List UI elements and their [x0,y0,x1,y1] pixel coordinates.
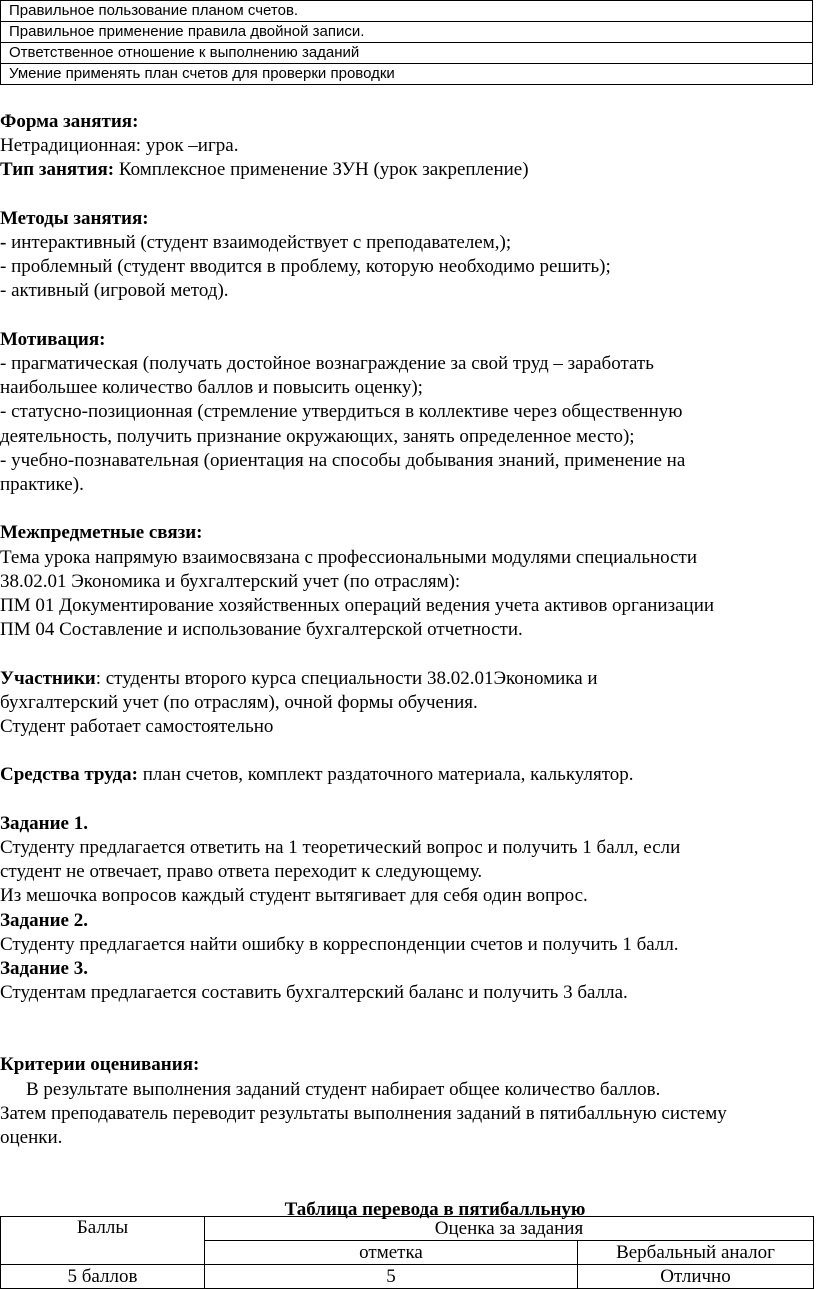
text-line: студент не отвечает, право ответа переходит к следующему. [0,861,483,883]
text-line: практике). [0,474,84,496]
text-line: Студенту предлагается ответить на 1 теоретический вопрос и получить 1 балл, если [0,837,681,858]
list-item: - активный (игровой метод). [0,280,229,302]
type-line [0,158,812,182]
text-line: Студент работает самостоятельно [0,716,274,738]
text-line: Затем преподаватель переводит результаты выполнения заданий в пятибалльную систему [0,1102,727,1124]
text-line: - прагматическая (получать достойное вознаграждение за свой труд – заработать [0,353,654,374]
cell-verbal: Отлично [578,1265,814,1289]
header-points: Баллы [1,1217,205,1265]
skills-table [0,0,813,85]
methods-heading: Методы занятия: [0,207,149,229]
type-label: Тип занятия: [0,159,115,181]
table-row [1,64,813,85]
form-heading: Форма занятия: [0,111,139,132]
text-line: Из мешочка вопросов каждый студент вытягивает для себя один вопрос. [0,885,588,907]
text-line: 38.02.01 Экономика и бухгалтерский учет (по отраслям): [0,570,461,592]
table-row [1,22,813,43]
participants-line: Участники: студенты второго курса специальности 38.02.01Экономика и [0,667,598,689]
text-line: наибольшее количество баллов и повысить оценку); [0,377,423,399]
motivation-heading: Мотивация: [0,328,106,350]
text-line: деятельность, получить признание окружающих, занять определенное место); [0,425,635,447]
skills-cell: Ответственное отношение к выполнению заданий [1,43,813,64]
tools-line: Средства труда: план счетов, комплект раздаточного материала, калькулятор. [0,764,634,786]
list-item: - проблемный (студент вводится в проблему, которую необходимо решить); [0,256,611,278]
text-line: оценки. [0,1127,63,1149]
list-item: - интерактивный (студент взаимодействует с преподавателем,); [0,232,512,253]
cell-mark: 5 [205,1265,578,1289]
text-line: ПМ 01 Документирование хозяйственных операций ведения учета активов организации [0,595,715,617]
task2-heading: Задание 2. [0,909,88,931]
table-row [1,1,813,22]
text-line: Студенту предлагается найти ошибку в корреспонденции счетов и получить 1 балл. [0,933,679,955]
header-grade: Оценка за задания [205,1217,814,1241]
tools-label: Средства труда: [0,764,138,786]
document-body [0,110,812,1289]
cell-points: 5 баллов [1,1265,205,1289]
text-line: ПМ 04 Составление и использование бухгалтерской отчетности. [0,619,523,641]
type-text: Комплексное применение ЗУН (урок закрепление) [114,159,529,181]
header-verbal: Вербальный аналог [578,1241,814,1265]
table-title: Таблица перевода в пятибалльную [284,1199,586,1221]
text-line: В результате выполнения заданий студент набирает общее количество баллов. [26,1078,661,1100]
skills-cell: Правильное применение правила двойной записи. [1,22,813,43]
table-row [1,1265,814,1289]
text-line: бухгалтерский учет (по отраслям), очной формы обучения. [0,691,478,713]
text-line: - учебно-познавательная (ориентация на способы добывания знаний, применение на [0,449,686,471]
task3-heading: Задание 3. [0,958,88,980]
criteria-heading: Критерии оценивания: [0,1054,200,1076]
skills-cell: Правильное пользование планом счетов. [1,1,813,22]
text-line: - статусно-позиционная (стремление утвердиться в коллективе через общественную [0,401,683,423]
task1-heading: Задание 1. [0,812,88,834]
skills-cell: Умение применять план счетов для проверки проводки [1,64,813,85]
table-row [1,43,813,64]
text-line: Тема урока напрямую взаимосвязана с профессиональными модулями специальности [0,546,698,568]
text-line: Студентам предлагается составить бухгалтерский баланс и получить 3 балла. [0,982,628,1004]
links-heading: Межпредметные связи: [0,522,203,544]
header-mark: отметка [205,1241,578,1265]
participants-label: Участники [0,667,96,689]
conversion-table [0,1216,814,1289]
form-text: Нетрадиционная: урок –игра. [0,135,239,157]
